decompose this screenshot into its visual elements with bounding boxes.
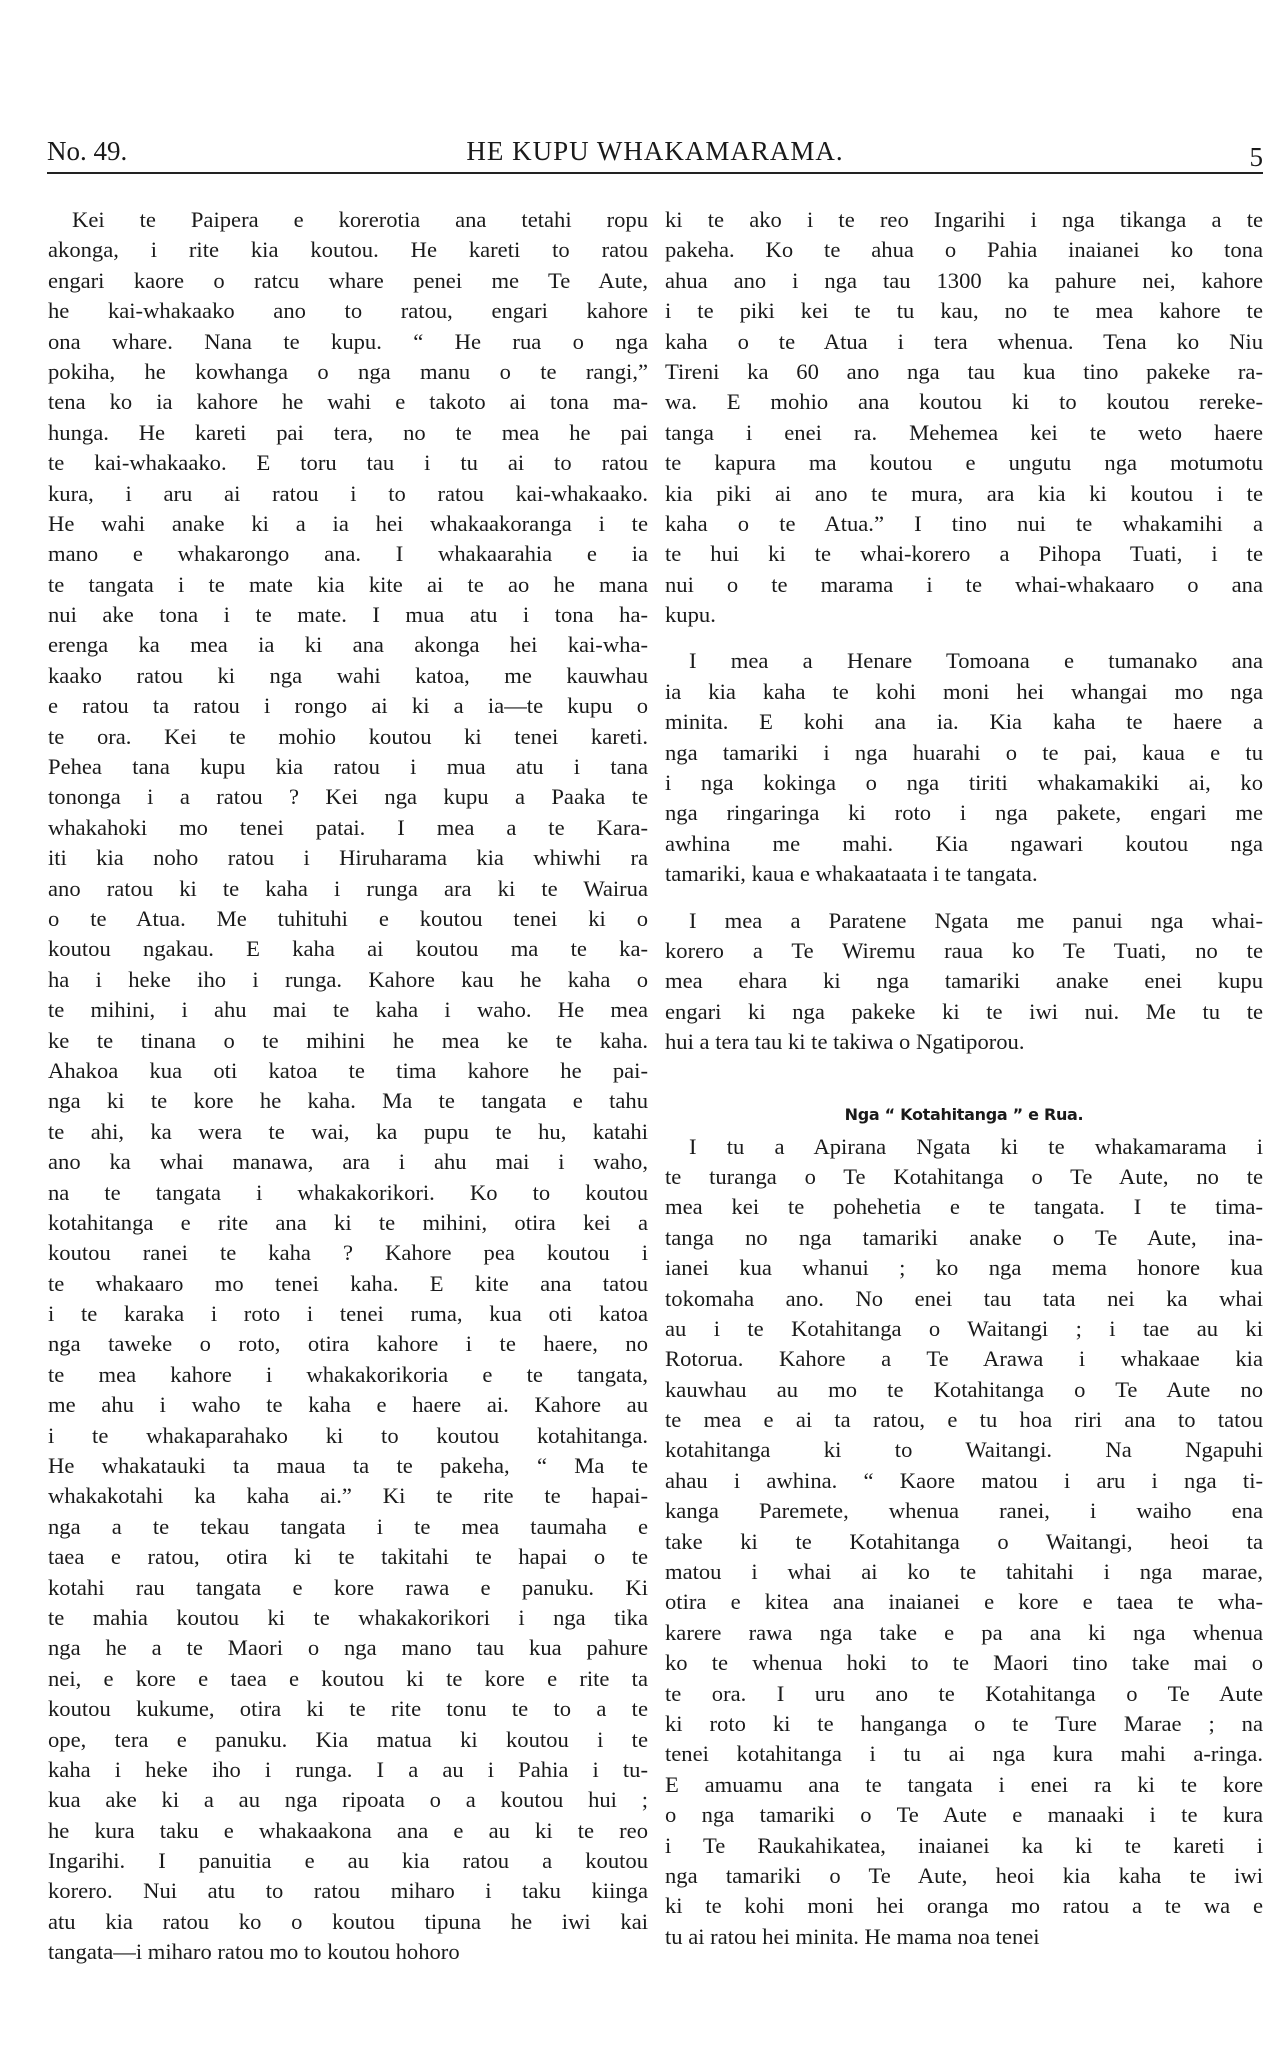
text-line: tena ko ia kahore he wahi e takoto ai tona ma- bbox=[48, 389, 648, 415]
publication-title: HE KUPU WHAKAMARAMA. bbox=[466, 136, 844, 166]
text-line: kupu. bbox=[665, 602, 716, 628]
running-header bbox=[47, 136, 1263, 172]
text-line: kia piki ai ano te mura, ara kia ki koutou i te bbox=[665, 480, 1263, 506]
left-column bbox=[48, 205, 648, 1968]
text-line: tangata—i miharo ratou mo to koutou hohoro bbox=[48, 1939, 460, 1965]
text-line: take ki te Kotahitanga o Waitangi, heoi ta bbox=[665, 1528, 1263, 1554]
text-line: korero. Nui atu to ratou miharo i taku kiinga bbox=[48, 1878, 648, 1904]
text-line: Rotorua. Kahore a Te Arawa i whakaae kia bbox=[665, 1346, 1263, 1372]
paragraph-gap bbox=[665, 890, 1263, 906]
text-line: koutou ranei te kaha ? Kahore pea koutou i bbox=[48, 1240, 648, 1266]
text-line: iti kia noho ratou i Hiruharama kia whiwhi ra bbox=[48, 845, 648, 871]
text-line: au i te Kotahitanga o Waitangi ; i tae au ki bbox=[665, 1315, 1263, 1341]
text-line: nga a te tekau tangata i te mea taumaha e bbox=[48, 1513, 648, 1539]
text-line: mea ehara ki nga tamariki anake enei kupu bbox=[665, 968, 1263, 994]
text-line: engari kaore o ratcu whare penei me Te Aute, bbox=[48, 267, 648, 293]
right-column bbox=[665, 205, 1263, 1952]
text-line: e ratou ta ratou i rongo ai ki a ia—te kupu o bbox=[48, 693, 648, 719]
text-line: nga ki te kore he kaha. Ma te tangata e tahu bbox=[48, 1088, 648, 1114]
paragraph-gap bbox=[665, 1058, 1263, 1098]
text-line: tanga i enei ra. Mehemea kei te weto haere bbox=[665, 419, 1263, 445]
text-line: nga tamariki o Te Aute, heoi kia kaha te iwi bbox=[665, 1862, 1263, 1888]
text-line: nga ringaringa ki roto i nga pakete, engari me bbox=[665, 800, 1263, 826]
text-line: wa. E mohio ana koutou ki to koutou rereke- bbox=[665, 389, 1263, 415]
text-line: tononga i a ratou ? Kei nga kupu a Paaka te bbox=[48, 784, 648, 810]
text-line: mano e whakarongo ana. I whakaarahia e ia bbox=[48, 541, 648, 567]
text-line: erenga ka mea ia ki ana akonga hei kai-wha- bbox=[48, 632, 648, 658]
text-line: he kai-whakaako ano to ratou, engari kahore bbox=[48, 298, 648, 324]
text-line: i te whakaparahako ki to koutou kotahitanga. bbox=[48, 1422, 648, 1448]
text-line: tokomaha ano. No enei tau tata nei ka whai bbox=[665, 1285, 1263, 1311]
text-line: taea e ratou, otira ki te takitahi te hapai o te bbox=[48, 1544, 648, 1570]
text-line: i Te Raukahikatea, inaianei ka ki te kareti i bbox=[665, 1832, 1263, 1858]
text-line: otira e kitea ana inaianei e kore e taea te wha- bbox=[665, 1589, 1263, 1615]
paragraph bbox=[665, 1132, 1263, 1953]
text-line: ki te kohi moni hei oranga mo ratou a te wa e bbox=[665, 1893, 1263, 1919]
text-line: tu ai ratou hei minita. He mama noa tenei bbox=[665, 1923, 1040, 1949]
text-line: o te Atua. Me tuhituhi e koutou tenei ki o bbox=[48, 905, 648, 931]
text-line: hui a tera tau ki te takiwa o Ngatiporou. bbox=[665, 1029, 1025, 1055]
text-line: ahua ano i nga tau 1300 ka pahure nei, kahore bbox=[665, 267, 1263, 293]
text-line: kaha i heke iho i runga. I a au i Pahia i tu- bbox=[48, 1756, 648, 1782]
text-line: akonga, i rite kia koutou. He kareti to ratou bbox=[48, 237, 648, 263]
text-line: ianei kua whanui ; ko nga mema honore kua bbox=[665, 1255, 1263, 1281]
text-line: ope, tera e panuku. Kia matua ki koutou i te bbox=[48, 1726, 648, 1752]
paragraph bbox=[665, 646, 1263, 889]
text-line: kauwhau au mo te Kotahitanga o Te Aute no bbox=[665, 1376, 1263, 1402]
text-line: i nga kokinga o nga tiriti whakamakiki ai, ko bbox=[665, 770, 1263, 796]
text-line: I mea a Paratene Ngata me panui nga whai- bbox=[689, 907, 1263, 933]
text-line: te kai-whakaako. E toru tau i tu ai to ratou bbox=[48, 450, 648, 476]
text-line: Ingarihi. I panuitia e au kia ratou a koutou bbox=[48, 1848, 648, 1874]
text-line: matou i whai ai ko te tahitahi i nga marae, bbox=[665, 1559, 1263, 1585]
text-line: I tu a Apirana Ngata ki te whakamarama i bbox=[689, 1133, 1263, 1159]
text-line: ia kia kaha te kohi moni hei whangai mo nga bbox=[665, 678, 1263, 704]
text-line: nga he a te Maori o nga mano tau kua pahure bbox=[48, 1635, 648, 1661]
text-line: ko te whenua hoki to te Maori tino take mai o bbox=[665, 1650, 1263, 1676]
text-line: whakahoki mo tenei patai. I mea a te Kara- bbox=[48, 814, 648, 840]
text-line: me ahu i waho te kaha e haere ai. Kahore au bbox=[48, 1392, 648, 1418]
text-line: te ora. I uru ano te Kotahitanga o Te Aute bbox=[665, 1680, 1263, 1706]
text-line: te ahi, ka wera te wai, ka pupu te hu, katahi bbox=[48, 1118, 648, 1144]
text-line: tenei kotahitanga i tu ai nga kura mahi a-ringa. bbox=[665, 1741, 1263, 1767]
text-line: ha i heke iho i runga. Kahore kau he kaha o bbox=[48, 966, 648, 992]
text-line: kua ake ki a au nga ripoata o a koutou hui ; bbox=[48, 1787, 648, 1813]
text-line: nga tamariki i nga huarahi o te pai, kaua e tu bbox=[665, 739, 1263, 765]
text-line: i te piki kei te tu kau, no te mea kahore te bbox=[665, 298, 1263, 324]
text-line: koutou kukume, otira ki te rite tonu te to a te bbox=[48, 1696, 648, 1722]
text-line: na te tangata i whakakorikori. Ko to koutou bbox=[48, 1179, 648, 1205]
header-rule bbox=[47, 172, 1263, 174]
text-line: kotahitanga ki to Waitangi. Na Ngapuhi bbox=[665, 1437, 1263, 1463]
text-line: i te karaka i roto i tenei ruma, kua oti katoa bbox=[48, 1301, 648, 1327]
issue-number: No. 49. bbox=[47, 136, 128, 166]
text-line: te hui ki te whai-korero a Pihopa Tuati, i te bbox=[665, 541, 1263, 567]
text-line: He whakatauki ta maua ta te pakeha, “ Ma te bbox=[48, 1453, 648, 1479]
text-line: te kapura ma koutou e ungutu nga motumotu bbox=[665, 450, 1263, 476]
text-line: koutou ngakau. E kaha ai koutou ma te ka- bbox=[48, 936, 648, 962]
text-line: nei, e kore e taea e koutou ki te kore e rite ta bbox=[48, 1665, 648, 1691]
text-line: engari ki nga pakeke ki te iwi nui. Me tu te bbox=[665, 998, 1263, 1024]
text-line: korero a Te Wiremu raua ko Te Tuati, no te bbox=[665, 937, 1263, 963]
text-line: ano ratou ki te kaha i runga ara ki te Wairua bbox=[48, 875, 648, 901]
text-line: minita. E kohi ana ia. Kia kaha te haere a bbox=[665, 709, 1263, 735]
text-line: kanga Paremete, whenua ranei, i waiho ena bbox=[665, 1498, 1263, 1524]
text-line: te ora. Kei te mohio koutou ki tenei kareti. bbox=[48, 723, 648, 749]
paragraph bbox=[665, 205, 1263, 630]
page-number: 5 bbox=[1249, 142, 1263, 172]
text-line: whakakotahi ka kaha ai.” Ki te rite te hapai- bbox=[48, 1483, 648, 1509]
text-line: te turanga o Te Kotahitanga o Te Aute, no te bbox=[665, 1163, 1263, 1189]
text-line: te mea kahore i whakakorikoria e te tangata, bbox=[48, 1361, 648, 1387]
text-line: kaako ratou ki nga wahi katoa, me kauwhau bbox=[48, 662, 648, 688]
paragraph-gap bbox=[665, 630, 1263, 646]
text-line: atu kia ratou ko o koutou tipuna he iwi kai bbox=[48, 1908, 648, 1934]
text-line: tamariki, kaua e whakaataata i te tangata. bbox=[665, 861, 1038, 887]
text-line: he kura taku e whakaakona ana e au ki te reo bbox=[48, 1817, 648, 1843]
text-line: kura, i aru ai ratou i to ratou kai-whakaako. bbox=[48, 480, 648, 506]
text-line: Kei te Paipera e korerotia ana tetahi ropu bbox=[72, 207, 648, 232]
text-line: Tireni ka 60 ano nga tau kua tino pakeke ra- bbox=[665, 358, 1263, 384]
text-line: ki te ako i te reo Ingarihi i nga tikanga a te bbox=[665, 207, 1263, 232]
text-line: kotahitanga e rite ana ki te mihini, otira kei a bbox=[48, 1209, 648, 1235]
text-line: nui ake tona i te mate. I mua atu i tona ha- bbox=[48, 602, 648, 628]
text-line: kaha o te Atua i tera whenua. Tena ko Niu bbox=[665, 328, 1263, 354]
text-line: te mihini, i ahu mai te kaha i waho. He mea bbox=[48, 997, 648, 1023]
text-line: te mea e ai ta ratou, e tu hoa riri ana to tatou bbox=[665, 1407, 1263, 1433]
text-line: nui o te marama i te whai-whakaaro o ana bbox=[665, 571, 1263, 597]
text-line: o nga tamariki o Te Aute e manaaki i te kura bbox=[665, 1802, 1263, 1828]
text-line: E amuamu ana te tangata i enei ra ki te kore bbox=[665, 1771, 1263, 1797]
text-line: kotahi rau tangata e kore rawa e panuku. Ki bbox=[48, 1574, 648, 1600]
paragraph bbox=[48, 205, 648, 1968]
text-line: Pehea tana kupu kia ratou i mua atu i tana bbox=[48, 754, 648, 780]
text-line: te whakaaro mo tenei kaha. E kite ana tatou bbox=[48, 1270, 648, 1296]
text-line: I mea a Henare Tomoana e tumanako ana bbox=[689, 648, 1263, 674]
text-line: He wahi anake ki a ia hei whakaakoranga i te bbox=[48, 510, 648, 536]
section-heading: Nga “ Kotahitanga ” e Rua. bbox=[844, 1104, 1084, 1124]
text-line: pokiha, he kowhanga o nga manu o te rangi,” bbox=[48, 358, 648, 384]
text-line: awhina me mahi. Kia ngawari koutou nga bbox=[665, 830, 1263, 856]
text-line: nga taweke o roto, otira kahore i te haere, no bbox=[48, 1331, 648, 1357]
text-line: kaha o te Atua.” I tino nui te whakamihi a bbox=[665, 510, 1263, 536]
text-line: karere rawa nga take e pa ana ki nga whenua bbox=[665, 1619, 1263, 1645]
text-line: mea kei te pohehetia e te tangata. I te tima- bbox=[665, 1194, 1263, 1220]
text-line: hunga. He kareti pai tera, no te mea he pai bbox=[48, 419, 648, 445]
text-line: ahau i awhina. “ Kaore matou i aru i nga ti- bbox=[665, 1467, 1263, 1493]
text-line: ano ka whai manawa, ara i ahu mai i waho, bbox=[48, 1149, 648, 1175]
text-line: ki roto ki te hanganga o te Ture Marae ; na bbox=[665, 1710, 1263, 1736]
paragraph bbox=[665, 906, 1263, 1058]
text-line: te mahia koutou ki te whakakorikori i nga tika bbox=[48, 1604, 648, 1630]
text-line: tanga no nga tamariki anake o Te Aute, ina- bbox=[665, 1224, 1263, 1250]
text-line: ona whare. Nana te kupu. “ He rua o nga bbox=[48, 328, 648, 354]
text-line: Ahakoa kua oti katoa te tima kahore he pai- bbox=[48, 1057, 648, 1083]
text-line: te tangata i te mate kia kite ai te ao he mana bbox=[48, 571, 648, 597]
text-line: pakeha. Ko te ahua o Pahia inaianei ko tona bbox=[665, 237, 1263, 263]
text-line: ke te tinana o te mihini he mea ke te kaha. bbox=[48, 1027, 648, 1053]
